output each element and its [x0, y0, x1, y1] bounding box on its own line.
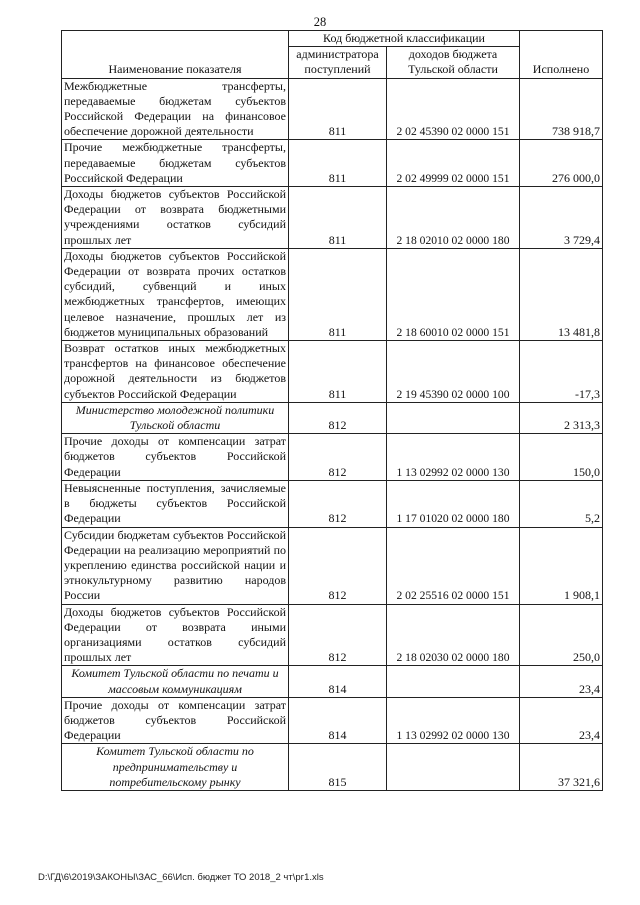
file-path-footer: D:\ГД\6\2019\ЗАКОНЫ\ЗАС_66\Исп. бюджет ТО 2018_2 чт\рг1.xls [38, 872, 324, 883]
row-name-cell: Прочие межбюджетные трансферты, передаваемые бюджетам субъектов Российской Федерации [62, 140, 289, 187]
row-income-code-cell [387, 744, 520, 791]
row-income-code-cell: 2 02 45390 02 0000 151 [387, 78, 520, 140]
row-admin-code-cell: 812 [289, 480, 387, 527]
row-executed-amount-cell: -17,3 [520, 341, 603, 403]
row-admin-code-cell: 811 [289, 78, 387, 140]
row-admin-code-cell: 811 [289, 248, 387, 340]
row-name-cell: Прочие доходы от компенсации затрат бюджетов субъектов Российской Федерации [62, 697, 289, 744]
row-income-code-cell: 2 02 49999 02 0000 151 [387, 140, 520, 187]
row-executed-amount-cell: 5,2 [520, 480, 603, 527]
row-name-cell: Невыясненные поступления, зачисляемые в бюджеты субъектов Российской Федерации [62, 480, 289, 527]
row-name-cell: Комитет Тульской области по печати и массовым коммуникациям [62, 666, 289, 697]
row-name-cell: Субсидии бюджетам субъектов Российской Федерации на реализацию мероприятий по укреплению единства российской нации и этнокультурному развитию народов России [62, 527, 289, 604]
row-admin-code-cell: 815 [289, 744, 387, 791]
row-executed-amount-cell: 23,4 [520, 666, 603, 697]
row-admin-code-cell: 812 [289, 402, 387, 433]
table-row [62, 604, 603, 666]
row-admin-code-cell: 811 [289, 187, 387, 249]
row-income-code-cell: 1 13 02992 02 0000 130 [387, 697, 520, 744]
row-executed-amount-cell: 37 321,6 [520, 744, 603, 791]
row-income-code-cell: 2 18 02010 02 0000 180 [387, 187, 520, 249]
row-admin-code-cell: 811 [289, 140, 387, 187]
table-row [62, 697, 603, 744]
table-row [62, 744, 603, 791]
row-executed-amount-cell: 3 729,4 [520, 187, 603, 249]
header-done: Исполнено [520, 31, 603, 79]
row-name-cell: Комитет Тульской области по предпринимательству и потребительскому рынку [62, 744, 289, 791]
row-income-code-cell: 1 13 02992 02 0000 130 [387, 434, 520, 481]
row-executed-amount-cell: 738 918,7 [520, 78, 603, 140]
row-executed-amount-cell: 13 481,8 [520, 248, 603, 340]
row-admin-code-cell: 814 [289, 697, 387, 744]
table-row [62, 480, 603, 527]
row-admin-code-cell: 812 [289, 604, 387, 666]
table-row [62, 78, 603, 140]
row-executed-amount-cell: 1 908,1 [520, 527, 603, 604]
header-income: доходов бюджета Тульской области [387, 47, 520, 78]
table-body [62, 78, 603, 790]
row-name-cell: Министерство молодежной политики Тульской области [62, 402, 289, 433]
header-name: Наименование показателя [62, 31, 289, 79]
row-income-code-cell: 1 17 01020 02 0000 180 [387, 480, 520, 527]
row-admin-code-cell: 812 [289, 527, 387, 604]
row-name-cell: Доходы бюджетов субъектов Российской Федерации от возврата прочих остатков субсидий, субвенций и иных межбюджетных трансфертов, имеющих целевое назначение, прошлых лет из бюджетов муниципальных образований [62, 248, 289, 340]
header-classification: Код бюджетной классификации [289, 31, 520, 47]
row-income-code-cell: 2 19 45390 02 0000 100 [387, 341, 520, 403]
row-income-code-cell [387, 666, 520, 697]
table-row [62, 402, 603, 433]
row-name-cell: Доходы бюджетов субъектов Российской Федерации от возврата иными организациями остатков субсидий прошлых лет [62, 604, 289, 666]
row-executed-amount-cell: 250,0 [520, 604, 603, 666]
row-executed-amount-cell: 2 313,3 [520, 402, 603, 433]
row-admin-code-cell: 812 [289, 434, 387, 481]
row-executed-amount-cell: 150,0 [520, 434, 603, 481]
row-name-cell: Прочие доходы от компенсации затрат бюджетов субъектов Российской Федерации [62, 434, 289, 481]
table-row [62, 434, 603, 481]
table-row [62, 140, 603, 187]
table-row [62, 187, 603, 249]
budget-execution-table [61, 30, 603, 791]
row-income-code-cell: 2 18 02030 02 0000 180 [387, 604, 520, 666]
row-executed-amount-cell: 276 000,0 [520, 140, 603, 187]
row-name-cell: Межбюджетные трансферты, передаваемые бюджетам субъектов Российской Федерации на финансовое обеспечение дорожной деятельности [62, 78, 289, 140]
header-admin: администратора поступлений [289, 47, 387, 78]
table-row [62, 341, 603, 403]
table-row [62, 666, 603, 697]
row-income-code-cell: 2 18 60010 02 0000 151 [387, 248, 520, 340]
row-income-code-cell: 2 02 25516 02 0000 151 [387, 527, 520, 604]
table-row [62, 248, 603, 340]
row-income-code-cell [387, 402, 520, 433]
row-name-cell: Доходы бюджетов субъектов Российской Федерации от возврата бюджетными учреждениями остатков субсидий прошлых лет [62, 187, 289, 249]
page-number: 28 [313, 15, 327, 29]
row-admin-code-cell: 814 [289, 666, 387, 697]
table-row [62, 527, 603, 604]
row-admin-code-cell: 811 [289, 341, 387, 403]
row-executed-amount-cell: 23,4 [520, 697, 603, 744]
table-header-row [62, 31, 603, 47]
row-name-cell: Возврат остатков иных межбюджетных трансфертов на финансовое обеспечение дорожной деятельности из бюджетов субъектов Российской Федерации [62, 341, 289, 403]
